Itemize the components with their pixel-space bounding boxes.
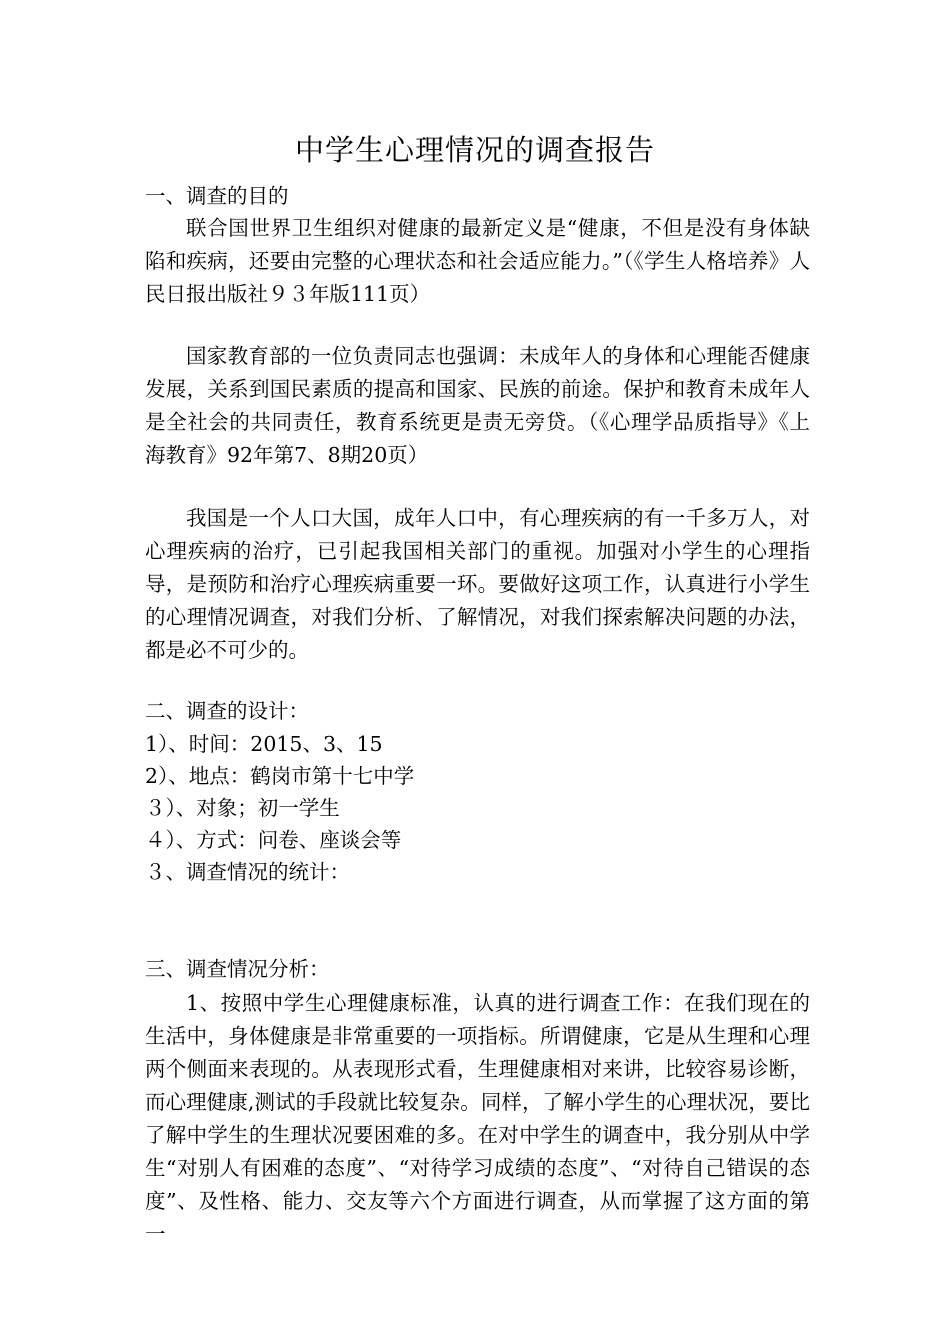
- paragraph-who-definition: 联合国世界卫生组织对健康的最新定义是“健康，不但是没有身体缺陷和疾病，还要由完整的心理状态和社会适应能力。”（《学生人格培养》人民日报出版社９３年版111页）: [145, 216, 810, 306]
- section-heading-purpose: 一、调查的目的: [145, 184, 289, 208]
- paragraph-population-health: 我国是一个人口大国，成年人口中，有心理疾病的有一千多万人，对心理疾病的治疗，已引起我国相关部门的重视。加强对小学生的心理指导，是预防和治疗心理疾病重要一环。要做好这项工作，认真进行小学生的心理情况调查，对我们分析、了解情况，对我们探索解决问题的办法，都是必不可少的。: [145, 506, 810, 662]
- design-item-time: 1）、时间：2015、3、15: [145, 732, 383, 756]
- design-item-statistics: ３、调查情况的统计：: [145, 860, 350, 884]
- paragraph-analysis: 1、按照中学生心理健康标准，认真的进行调查工作：在我们现在的生活中，身体健康是非常重要的一项指标。所谓健康，它是从生理和心理两个侧面来表现的。从表现形式看，生理健康相对来讲，比较容易诊断，而心理健康,测试的手段就比较复杂。同样，了解小学生的心理状况，要比了解中学生的生理状况要困难的多。在对中学生的调查中，我分别从中学生“对别人有困难的态度”、“对待学习成绩的态度”、“对待自己错误的态度”、及性格、能力、交友等六个方面进行调查，从而掌握了这方面的第一: [145, 991, 810, 1246]
- design-item-location: 2）、地点：鹤岗市第十七中学: [145, 764, 415, 788]
- section-heading-analysis: 三、调查情况分析：: [145, 957, 330, 981]
- design-item-subject: ３）、对象；初一学生: [145, 796, 340, 820]
- page-title: 中学生心理情况的调查报告: [294, 133, 655, 167]
- paragraph-education-ministry: 国家教育部的一位负责同志也强调：未成年人的身体和心理能否健康发展，关系到国民素质的提高和国家、民族的前途。保护和教育未成年人是全社会的共同责任，教育系统更是责无旁贷。（《心理学品质指导》《上海教育》92年第7、8期20页）: [145, 344, 810, 467]
- section-heading-design: 二、调查的设计：: [145, 699, 309, 723]
- design-item-method: ４）、方式：问卷、座谈会等: [145, 828, 402, 852]
